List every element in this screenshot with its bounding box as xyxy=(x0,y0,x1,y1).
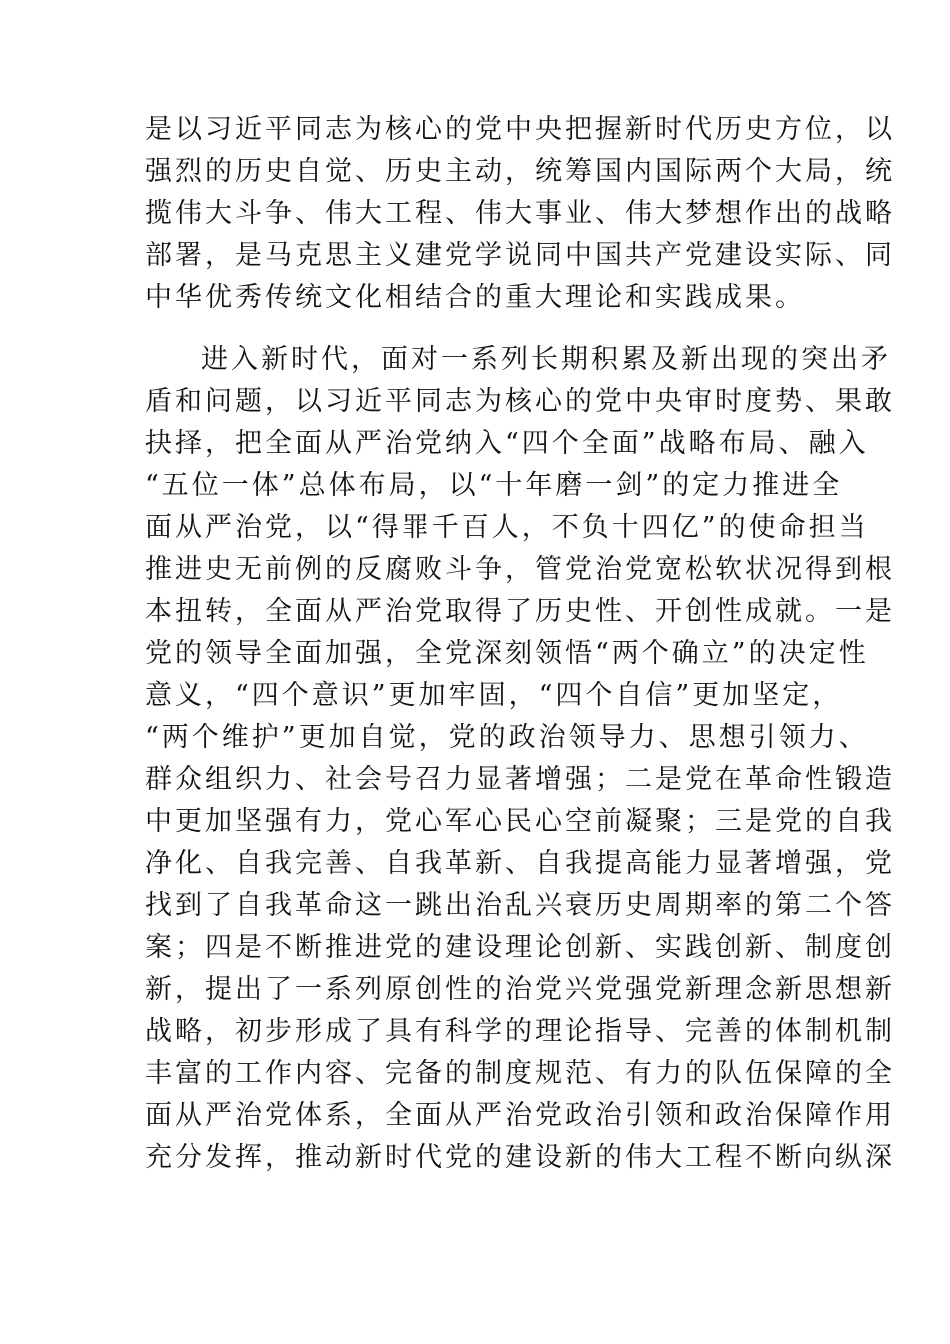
text-line: 党的领导全面加强，全党深刻领悟“两个确立”的决定性 xyxy=(145,638,869,669)
text-line: 面从严治党体系，全面从严治党政治引领和政治保障作用 xyxy=(145,1100,895,1131)
text-line: 本扭转，全面从严治党取得了历史性、开创性成就。一是 xyxy=(145,596,895,627)
text-line: 推进史无前例的反腐败斗争，管党治党宽松软状况得到根 xyxy=(145,554,895,585)
text-line: “两个维护”更加自觉，党的政治领导力、思想引领力、 xyxy=(145,722,869,753)
text-line: 丰富的工作内容、完备的制度规范、有力的队伍保障的全 xyxy=(145,1058,895,1089)
text-line: 揽伟大斗争、伟大工程、伟大事业、伟大梦想作出的战略 xyxy=(145,198,895,229)
text-line: 净化、自我完善、自我革新、自我提高能力显著增强，党 xyxy=(145,848,895,879)
text-line: 抉择，把全面从严治党纳入“四个全面”战略布局、融入 xyxy=(145,428,869,459)
text-line: 部署，是马克思主义建党学说同中国共产党建设实际、同 xyxy=(145,240,895,271)
paragraph-1 xyxy=(145,109,895,319)
text-line: 强烈的历史自觉、历史主动，统筹国内国际两个大局，统 xyxy=(145,156,895,187)
text-line: 中华优秀传统文化相结合的重大理论和实践成果。 xyxy=(145,282,805,313)
paragraph-2 xyxy=(145,339,895,1179)
text-line: 意义，“四个意识”更加牢固，“四个自信”更加坚定， xyxy=(145,680,843,711)
text-line: 是以习近平同志为核心的党中央把握新时代历史方位，以 xyxy=(145,114,895,145)
text-line: 找到了自我革命这一跳出治乱兴衰历史周期率的第二个答 xyxy=(145,890,895,921)
text-line: 充分发挥，推动新时代党的建设新的伟大工程不断向纵深 xyxy=(145,1142,895,1173)
text-line: 盾和问题，以习近平同志为核心的党中央审时度势、果敢 xyxy=(145,386,895,417)
text-line: 中更加坚强有力，党心军心民心空前凝聚；三是党的自我 xyxy=(145,806,895,837)
text-line: 群众组织力、社会号召力显著增强；二是党在革命性锻造 xyxy=(145,764,895,795)
text-line: “五位一体”总体布局，以“十年磨一剑”的定力推进全 xyxy=(145,470,843,501)
text-line: 战略，初步形成了具有科学的理论指导、完善的体制机制 xyxy=(145,1016,895,1047)
text-line: 面从严治党，以“得罪千百人，不负十四亿”的使命担当 xyxy=(145,512,869,543)
text-line: 进入新时代，面对一系列长期积累及新出现的突出矛 xyxy=(201,344,891,375)
text-line: 新，提出了一系列原创性的治党兴党强党新理念新思想新 xyxy=(145,974,895,1005)
text-line: 案；四是不断推进党的建设理论创新、实践创新、制度创 xyxy=(145,932,895,963)
